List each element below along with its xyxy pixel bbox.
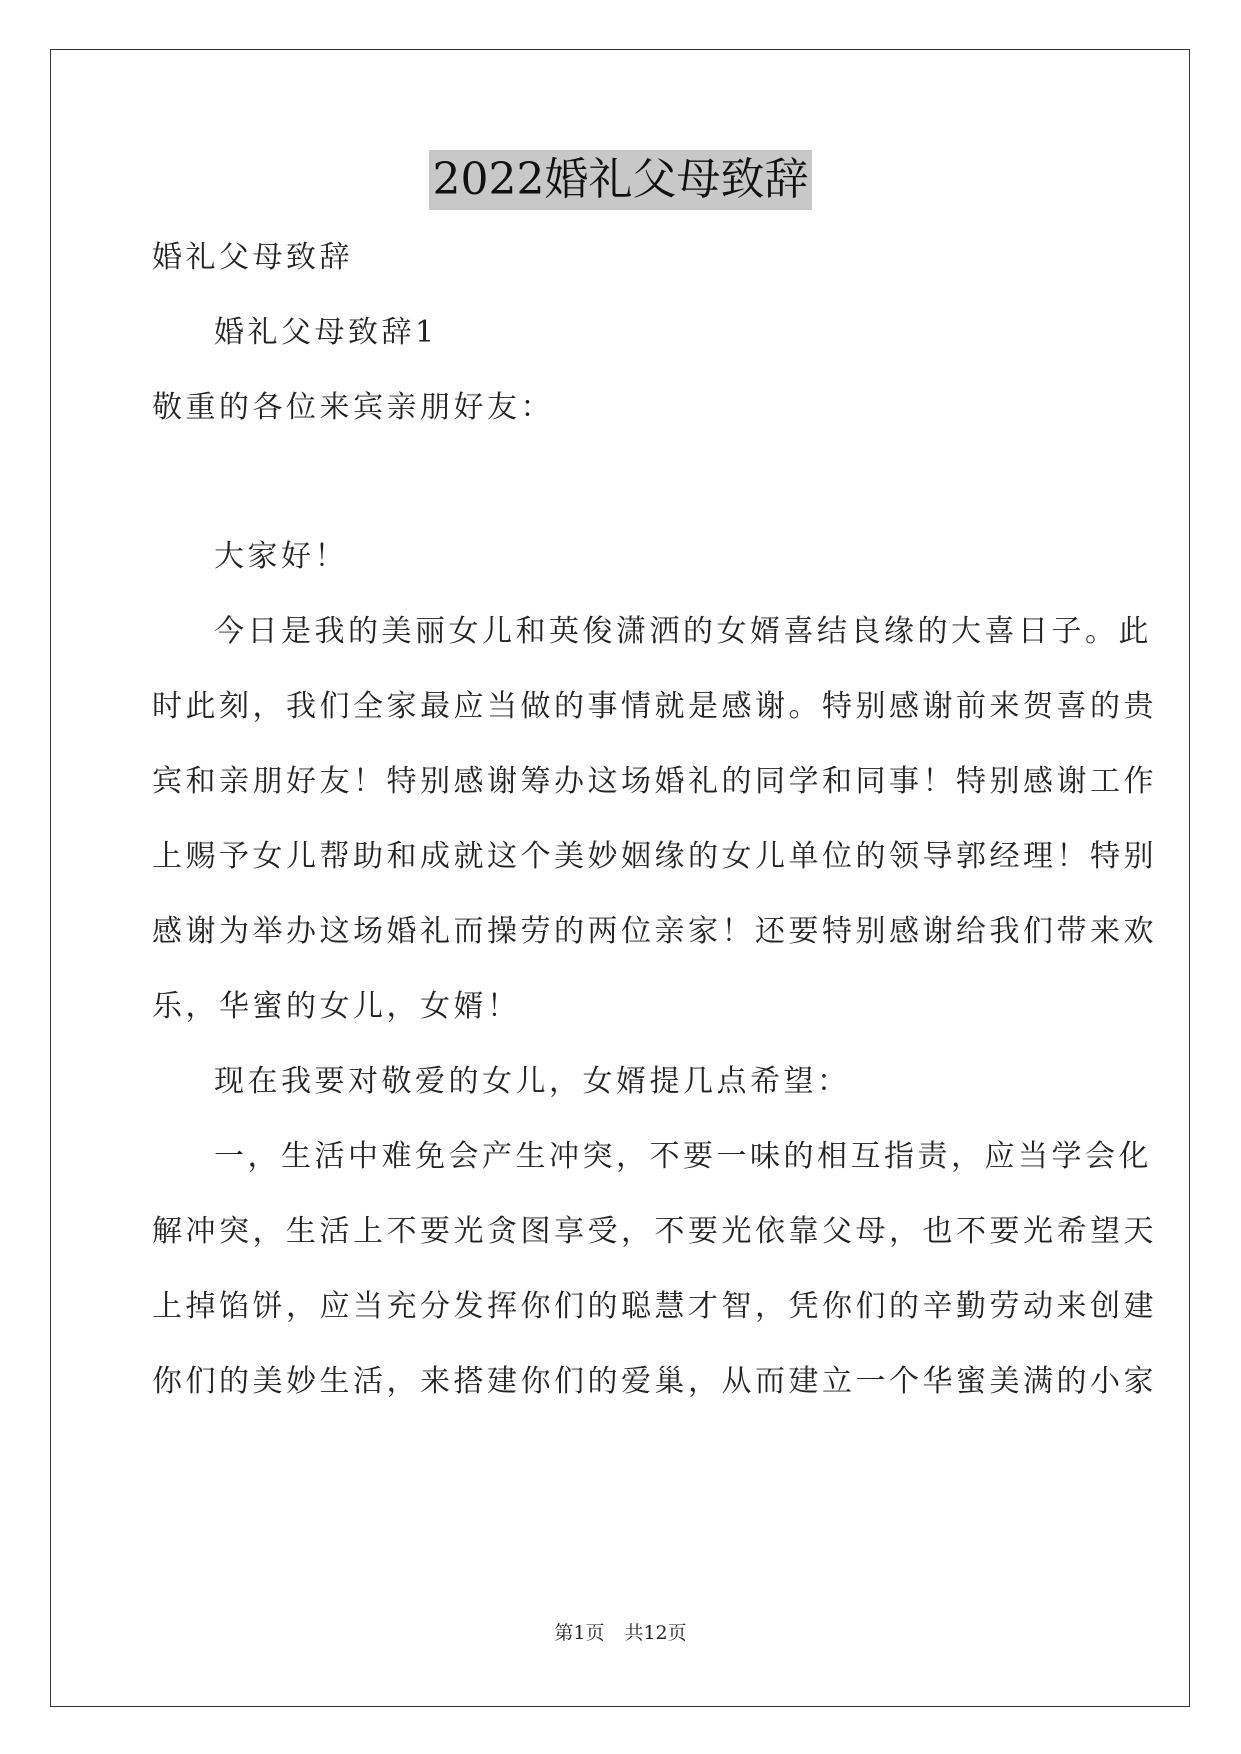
paragraph-line: 你们的美妙生活，来搭建你们的爱巢，从而建立一个华蜜美满的小家: [152, 1364, 1157, 1399]
paragraph-line: 上赐予女儿帮助和成就这个美妙姻缘的女儿单位的领导郭经理！特别: [152, 839, 1157, 874]
document-title-container: [0, 150, 1241, 210]
page-total: 共12页: [624, 1622, 687, 1644]
paragraph-line: 一，生活中难免会产生冲突，不要一味的相互指责，应当学会化: [214, 1139, 1152, 1174]
page-number: 第1页: [554, 1622, 605, 1644]
subtitle-line: 婚礼父母致辞: [152, 240, 353, 275]
page-footer: [0, 1620, 1241, 1646]
paragraph-line: 今日是我的美丽女儿和英俊潇洒的女婿喜结良缘的大喜日子。此: [214, 614, 1152, 649]
paragraph-line: 乐，华蜜的女儿，女婿！: [152, 989, 521, 1024]
paragraph-line: 时此刻，我们全家最应当做的事情就是感谢。特别感谢前来贺喜的贵: [152, 689, 1157, 724]
paragraph-line: 宾和亲朋好友！特别感谢筹办这场婚礼的同学和同事！特别感谢工作: [152, 764, 1157, 799]
salutation-line: 敬重的各位来宾亲朋好友：: [152, 390, 554, 425]
paragraph-line: 解冲突，生活上不要光贪图享受，不要光依靠父母，也不要光希望天: [152, 1214, 1157, 1249]
paragraph-line: 上掉馅饼，应当充分发挥你们的聪慧才智，凭你们的辛勤劳动来创建: [152, 1289, 1157, 1324]
paragraph-line: 现在我要对敬爱的女儿，女婿提几点希望：: [214, 1064, 851, 1099]
paragraph-line: 感谢为举办这场婚礼而操劳的两位亲家！还要特别感谢给我们带来欢: [152, 914, 1157, 949]
document-title: 2022婚礼父母致辞: [429, 150, 813, 210]
section-heading: 婚礼父母致辞1: [214, 315, 438, 350]
page-border: [50, 49, 1190, 1707]
greeting-line: 大家好！: [214, 539, 348, 574]
